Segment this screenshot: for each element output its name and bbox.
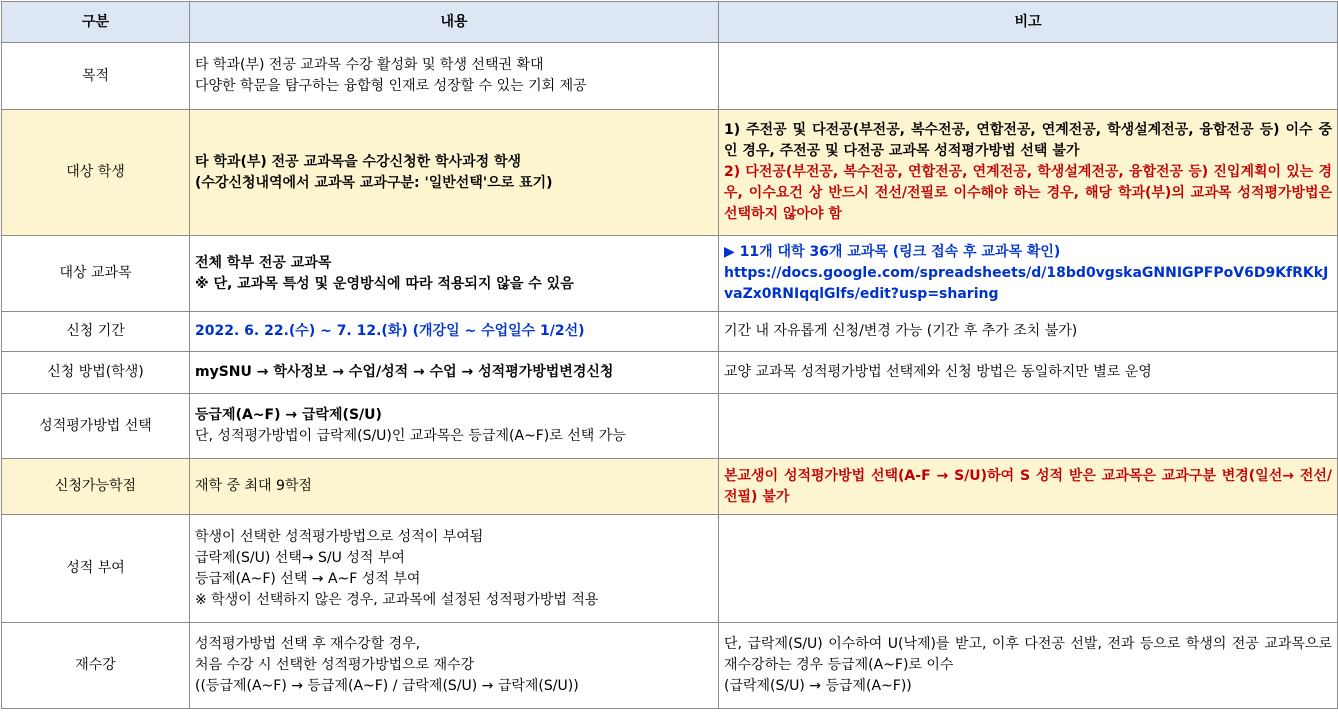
category-cell: 성적 부여: [2, 515, 190, 623]
content-cell: 성적평가방법 선택 후 재수강할 경우, 처음 수강 시 선택한 성적평가방법으로 재수강 ((등급제(A~F) → 등급제(A~F) / 급락제(S/U) → 급락제(S/U)): [190, 623, 719, 709]
header-content: 내용: [190, 2, 719, 43]
row-grade-assignment: [2, 515, 1338, 623]
note-cell: 단, 급락제(S/U) 이수하여 U(낙제)를 받고, 이후 다전공 선발, 전과 등으로 학생의 전공 교과목으로 재수강하는 경우 등급제(A~F)로 이수 (급락제(S/U) → 등급제(A~F)): [719, 623, 1338, 709]
note-cell: [719, 110, 1338, 236]
header-note: 비고: [719, 2, 1338, 43]
courses-link-title: ▶ 11개 대학 36개 교과목 (링크 접속 후 교과목 확인): [724, 244, 1061, 260]
row-grading-choice: [2, 394, 1338, 459]
courses-link[interactable]: https://docs.google.com/spreadsheets/d/18bd0vgskaGNNIGPFPoV6D9KfRKkJvaZx0RNIqqlGlfs/edit?usp=sharing: [724, 265, 1329, 302]
note-cell: [719, 43, 1338, 110]
note-cell: [719, 394, 1338, 459]
row-target-students: [2, 110, 1338, 236]
row-method: [2, 352, 1338, 394]
category-cell: 대상 교과목: [2, 236, 190, 312]
content-cell: 재학 중 최대 9학점: [190, 459, 719, 515]
row-period: [2, 312, 1338, 352]
note-cell: [719, 236, 1338, 312]
header-category: 구분: [2, 2, 190, 43]
content-cell: 전체 학부 전공 교과목 ※ 단, 교과목 특성 및 운영방식에 따라 적용되지 않을 수 있음: [190, 236, 719, 312]
content-cell: 타 학과(부) 전공 교과목 수강 활성화 및 학생 선택권 확대 다양한 학문을 탐구하는 융합형 인재로 성장할 수 있는 기회 제공: [190, 43, 719, 110]
content-cell: 학생이 선택한 성적평가방법으로 성적이 부여됨 급락제(S/U) 선택→ S/U 성적 부여 등급제(A~F) 선택 → A~F 성적 부여 ※ 학생이 선택하지 않은 경우, 교과목에 설정된 성적평가방법 적용: [190, 515, 719, 623]
category-cell: 목적: [2, 43, 190, 110]
row-retake: [2, 623, 1338, 709]
category-cell: 신청가능학점: [2, 459, 190, 515]
content-cell: 등급제(A~F) → 급락제(S/U) 단, 성적평가방법이 급락제(S/U)인 교과목은 등급제(A~F)로 선택 가능: [190, 394, 719, 459]
header-row: [2, 2, 1338, 43]
grading-method-table: [1, 1, 1338, 709]
row-purpose: [2, 43, 1338, 110]
category-cell: 성적평가방법 선택: [2, 394, 190, 459]
note-cell: [719, 515, 1338, 623]
category-cell: 신청 방법(학생): [2, 352, 190, 394]
content-cell: mySNU → 학사정보 → 수업/성적 → 수업 → 성적평가방법변경신청: [190, 352, 719, 394]
note-cell: 본교생이 성적평가방법 선택(A-F → S/U)하여 S 성적 받은 교과목은 교과구분 변경(일선→ 전선/전필) 불가: [719, 459, 1338, 515]
note-cell: 기간 내 자유롭게 신청/변경 가능 (기간 후 추가 조치 불가): [719, 312, 1338, 352]
row-credits: [2, 459, 1338, 515]
content-cell: 2022. 6. 22.(수) ~ 7. 12.(화) (개강일 ~ 수업일수 1/2선): [190, 312, 719, 352]
category-cell: 재수강: [2, 623, 190, 709]
note-cell: 교양 교과목 성적평가방법 선택제와 신청 방법은 동일하지만 별로 운영: [719, 352, 1338, 394]
note-item-1: 1) 주전공 및 다전공(부전공, 복수전공, 연합전공, 연계전공, 학생설계전공, 융합전공 등) 이수 중인 경우, 주전공 및 다전공 교과목 성적평가방법 선택 불가: [724, 122, 1332, 159]
row-target-courses: [2, 236, 1338, 312]
category-cell: 대상 학생: [2, 110, 190, 236]
category-cell: 신청 기간: [2, 312, 190, 352]
content-cell: 타 학과(부) 전공 교과목을 수강신청한 학사과정 학생 (수강신청내역에서 교과목 교과구분: '일반선택'으로 표기): [190, 110, 719, 236]
note-item-2: 2) 다전공(부전공, 복수전공, 연합전공, 연계전공, 학생설계전공, 융합전공 등) 진입계획이 있는 경우, 이수요건 상 반드시 전선/전필로 이수해야 하는 경우, 해당 학과(부)의 교과목 성적평가방법은 선택하지 않아야 함: [724, 164, 1332, 222]
